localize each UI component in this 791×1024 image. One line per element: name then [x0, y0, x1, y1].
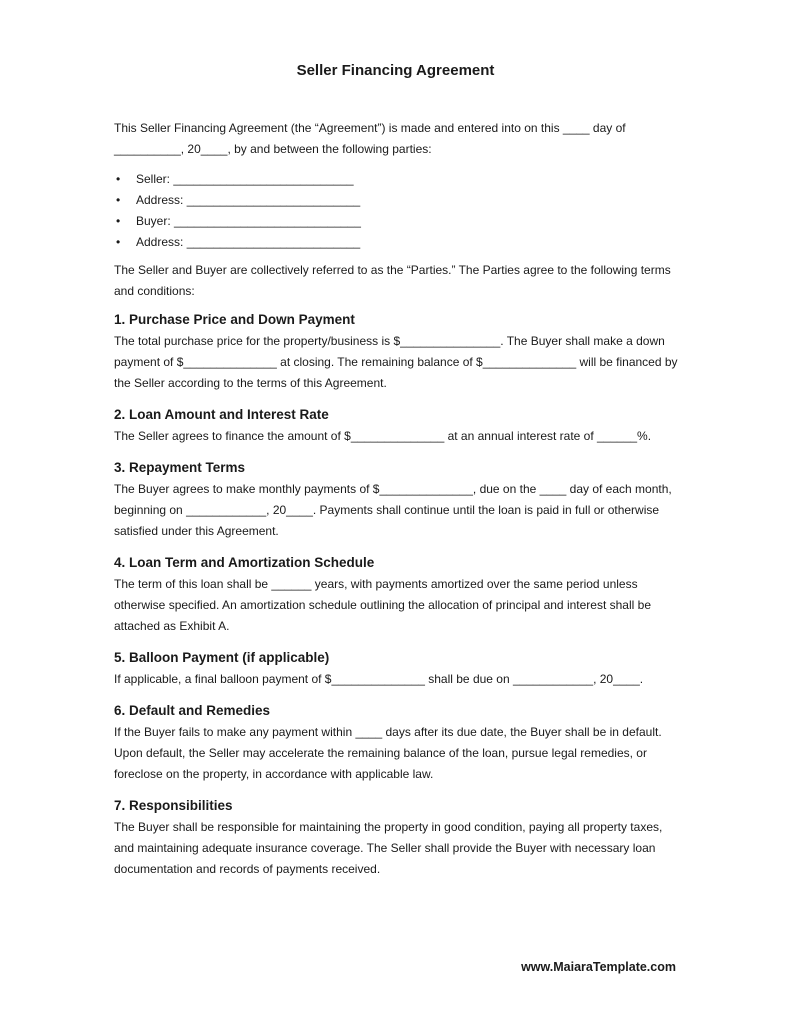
section-body: The Buyer agrees to make monthly payments of $______________, due on the ____ day of each month, beginning on ____________, 20____. Payments shall continue until the loan is paid in full or otherwise satisfied under this Agreement. — [114, 482, 672, 538]
section-body: The term of this loan shall be ______ years, with payments amortized over the same period unless otherwise specified. An amortization schedule outlining the allocation of principal and interest shall be attached as Exhibit A. — [114, 577, 651, 633]
section-heading: 7. Responsibilities — [114, 798, 233, 813]
section-heading: 6. Default and Remedies — [114, 703, 271, 718]
section-heading: 4. Loan Term and Amortization Schedule — [114, 555, 375, 570]
party-seller: Seller: ___________________________ — [136, 172, 354, 186]
section-heading: 3. Repayment Terms — [114, 460, 246, 475]
section-heading: 1. Purchase Price and Down Payment — [114, 312, 355, 327]
bullet-icon: • — [116, 193, 121, 207]
party-buyer: Buyer: ____________________________ — [136, 214, 361, 228]
parties-list — [114, 169, 684, 253]
document-title: Seller Financing Agreement — [296, 62, 495, 79]
party-buyer-address: Address: __________________________ — [136, 235, 361, 249]
list-item — [114, 211, 684, 232]
collective-paragraph: The Seller and Buyer are collectively referred to as the “Parties.” The Parties agree to the following terms and conditions: — [114, 263, 671, 298]
document-body — [114, 118, 684, 890]
party-seller-address: Address: __________________________ — [136, 193, 361, 207]
bullet-icon: • — [116, 214, 121, 228]
section-responsibilities — [114, 795, 684, 880]
section-body: The Seller agrees to finance the amount of $______________ at an annual interest rate of ______%. — [114, 429, 652, 443]
section-heading: 5. Balloon Payment (if applicable) — [114, 650, 330, 665]
section-body: If applicable, a final balloon payment of $______________ shall be due on ____________, 20____. — [114, 672, 644, 686]
list-item — [114, 190, 684, 211]
section-balloon-payment — [114, 647, 684, 690]
section-loan-term — [114, 552, 684, 637]
intro-paragraph: This Seller Financing Agreement (the “Agreement”) is made and entered into on this ____ day of __________, 20____, by and between the following parties: — [114, 121, 626, 156]
footer-url: www.MaiaraTemplate.com — [521, 960, 676, 974]
list-item — [114, 169, 684, 190]
bullet-icon: • — [116, 235, 121, 249]
list-item — [114, 232, 684, 253]
section-body: The Buyer shall be responsible for maintaining the property in good condition, paying all property taxes, and maintaining adequate insurance coverage. The Seller shall provide the Buyer with necessary loan documentation and records of payments received. — [114, 820, 663, 876]
section-repayment-terms — [114, 457, 684, 542]
section-body: The total purchase price for the property/business is $_______________. The Buyer shall make a down payment of $______________ at closing. The remaining balance of $______________ will be financed by the Seller according to the terms of this Agreement. — [114, 334, 678, 390]
section-default-remedies — [114, 700, 684, 785]
section-heading: 2. Loan Amount and Interest Rate — [114, 407, 329, 422]
section-purchase-price — [114, 309, 684, 394]
bullet-icon: • — [116, 172, 121, 186]
section-loan-amount — [114, 404, 684, 447]
section-body: If the Buyer fails to make any payment within ____ days after its due date, the Buyer shall be in default. Upon default, the Seller may accelerate the remaining balance of the loan, pursue legal remedies, or foreclose on the property, in accordance with applicable law. — [114, 725, 662, 781]
